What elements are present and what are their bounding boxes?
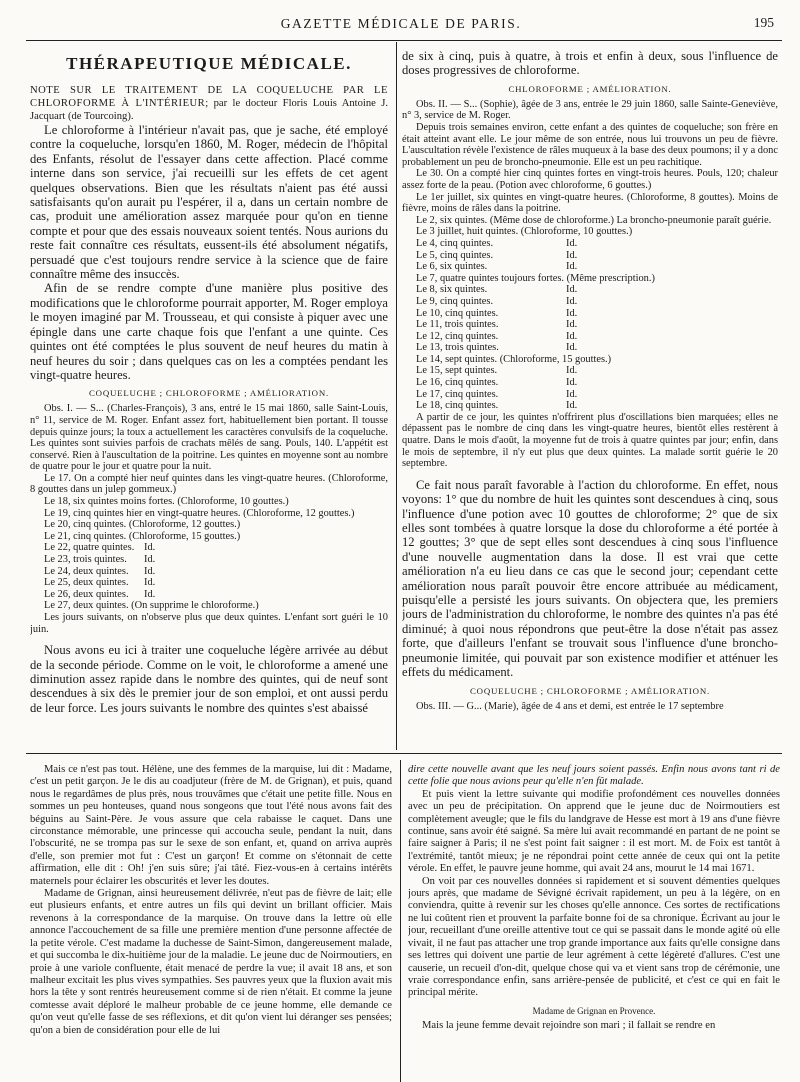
row-dose: Id.: [144, 542, 156, 554]
row-entry: Le 6, six quintes.: [416, 261, 488, 273]
row-entry: Le 4, cinq quintes.: [416, 237, 494, 249]
observation-line: Le 14, sept quintes. (Chloroforme, 15 gouttes.): [416, 353, 612, 365]
observation-row: [402, 296, 778, 308]
observation-line: Le 7, quatre quintes toujours fortes. (Même prescription.): [416, 272, 655, 284]
observation-line: Le 2, six quintes. (Même dose de chloroforme.) La broncho-pneumonie paraît guérie.: [416, 214, 772, 226]
subheading: Madame de Grignan en Provence.: [532, 1005, 656, 1016]
article-title: [30, 84, 388, 123]
row-entry: Le 22, quatre quintes.: [44, 542, 135, 554]
observation-row: [30, 577, 388, 589]
row-dose: Id.: [144, 565, 156, 577]
row-dose: Id.: [566, 284, 578, 296]
paragraph: de six à cinq, puis à quatre, à trois et enfin à deux, sous l'influence de doses progressives de chloroforme.: [402, 49, 778, 78]
row-dose: Id.: [566, 342, 578, 354]
row-entry: Le 17, cinq quintes.: [416, 388, 499, 400]
row-entry: Le 24, deux quintes.: [44, 565, 129, 577]
row-entry: Le 16, cinq quintes.: [416, 377, 499, 389]
observation-row: [402, 365, 778, 377]
journal-title: GAZETTE MÉDICALE DE PARIS.: [280, 16, 522, 31]
row-dose: Id.: [566, 365, 578, 377]
observation-row: [30, 542, 388, 554]
column-divider-bottom: [400, 760, 401, 1082]
observation-line: Depuis trois semaines environ, cette enfant a des quintes de coqueluche; son frère en était atteint avant elle. Le jour même de son entrée, nous lui trouvons un peu de fièvre. L'auscultation révèle l'existence de râles muqueux à la base des deux poumons; il y a donc probablement un peu de broncho-pneumonie. Elle est un peu rachitique.: [402, 122, 778, 168]
row-entry: Le 15, sept quintes.: [416, 365, 498, 377]
observation-row: [30, 589, 388, 601]
row-dose: Id.: [566, 237, 578, 249]
observation-row: [402, 331, 778, 343]
observation: Obs. II. — S... (Sophie), âgée de 3 ans, entrée le 29 juin 1860, salle Sainte-Geneviève, n° 3, service de M. Roger.: [402, 98, 778, 122]
row-dose: Id.: [566, 400, 578, 412]
observation-row: [402, 250, 778, 262]
paragraph: Mais ce n'est pas tout. Hélène, une des femmes de la marquise, lui dit : Madame, c'est un petit garçon. Je le dis au coadjuteur (frère de M. de Grignan), et puis, quand nous le regardâmes de plus près, nous trouvâmes que c'était une petite fille. Nous en sommes un peu honteuses, quand nous songeons que tout l'été nous avons fait des béguins au Saint-Père. Je vous assure que cela rabaisse le caquet. Dans une circonstance mémorable, une princesse qui accoucha seule, pendant la nuit, dans l'obscurité, ne se trompa pas sur le sexe de son enfant, et, quand on arriva auprès d'elle, son premier mot fut : C'est un garçon! Et comme on s'étonnait de cette affirmation, elle dit : Oh! j'en suis sûre; j'ai tâté. Fiez-vous-en à certains intérêts maternels pour éclairer les obscurités et lever les doutes.: [30, 764, 392, 887]
row-entry: Le 13, trois quintes.: [416, 342, 499, 354]
paragraph: Le chloroforme à l'intérieur n'avait pas, que je sache, été employé contre la coqueluche, lorsqu'en 1860, M. Roger, médecin de l'hôpital des Enfants, résolut de l'essayer dans cette affection. Placé comme interne dans son service, j'ai recueilli sur les effets de cet agent quelques observations. Bien que les résultats n'aient pas été aussi satisfaisants qu'on aurait pu l'espérer, il a, dans un certain nombre de cas, produit une amélioration assez marquée pour qu'on en tienne compte et pour que des essais nouveaux soient tentés. Nous aurions du reste fait connaître ces résultats, eussent-ils été absolument négatifs, persuadé que c'est toujours rendre service à la science que de faire connaître même des insuccès.: [30, 123, 388, 282]
paragraph: Mais la jeune femme devait rejoindre son mari ; il fallait se rendre en: [422, 1019, 716, 1031]
observation-row: [402, 377, 778, 389]
observation-row: [402, 261, 778, 273]
observation-row: [402, 238, 778, 250]
observation-line: Le 20, cinq quintes. (Chloroforme, 12 gouttes.): [44, 519, 241, 531]
row-dose: Id.: [144, 554, 156, 566]
row-entry: Le 26, deux quintes.: [44, 588, 129, 600]
observation-line: Le 3 juillet, huit quintes. (Chloroforme, 10 gouttes.): [416, 226, 633, 238]
row-entry: Le 23, trois quintes.: [44, 554, 127, 566]
column-divider-top: [396, 42, 397, 750]
observation-line: Le 18, six quintes moins fortes. (Chloroforme, 10 gouttes.): [44, 496, 289, 508]
row-entry: Le 10, cinq quintes.: [416, 307, 499, 319]
observation-line: Le 30. On a compté hier cinq quintes fortes en vingt-trois heures. Pouls, 120; chaleur assez forte de la peau. (Potion avec chloroforme, 6 gouttes.): [402, 168, 778, 191]
feuilleton-right: [408, 764, 780, 1080]
observation-row: [30, 554, 388, 566]
paragraph: Afin de se rendre compte d'une manière plus positive des modifications que le chloroforme pourrait apporter, M. Roger employa le moyen imaginé par M. Trousseau, et qui consiste à piquer avec une épingle dans une carte chaque fois que l'enfant a une quinte. Ces quintes ont été comptées le plus souvent de neuf heures du matin à neuf heures du soir ; dans quelques cas on les a comptées pendant les vingt-quatre heures.: [30, 281, 388, 382]
article-title-note: NOTE SUR LE TRAITEMENT DE LA COQUELUCHE PAR LE CHLOROFORME À L'INTÉRIEUR: [30, 85, 388, 109]
row-dose: Id.: [566, 249, 578, 261]
header-rule: [26, 40, 782, 41]
row-entry: Le 9, cinq quintes.: [416, 295, 494, 307]
row-dose: Id.: [566, 261, 578, 273]
observation-row: [402, 389, 778, 401]
row-entry: Le 8, six quintes.: [416, 284, 488, 296]
page-number: 195: [753, 15, 774, 30]
row-dose: Id.: [566, 388, 578, 400]
observation-row: [402, 284, 778, 296]
observation-row: [402, 342, 778, 354]
subheading: CHLOROFORME ; AMÉLIORATION.: [508, 83, 672, 94]
observation-line: A partir de ce jour, les quintes n'offrirent plus d'oscillations bien marquées; elles ne dépassent pas le nombre de cinq dans les vingt-quatre heures, bientôt elles restèrent à quatre. Dans le mois d'août, la moyenne fut de trois à quatre quintes par jour; enfin, dans le mois de septembre, il n'y eut plus que deux quintes. La malade sortit guérie le 20 septembre.: [402, 411, 778, 470]
row-dose: Id.: [566, 377, 578, 389]
observation: Obs. III. — G... (Marie), âgée de 4 ans et demi, est entrée le 17 septembre: [416, 700, 724, 712]
paragraph: Et puis vient la lettre suivante qui modifie profondément ces nouvelles données avec un peu de précipitation. On apprend que le jeune duc de Noirmoutiers est complètement aveugle; que le fils du landgrave de Hesse est mort à 19 ans d'une fièvre continue, sans avoir été saigné. Sa mère lui avait recommandé en partant de ne point se faire saigner à Paris; il ne s'est point fait saigner : il est mort. M. de Foix est tantôt à l'extrémité, tantôt mieux; je ne répondrai point cette année de ceux qui ont la petite vérole. En effet, le pauvre jeune homme, qui avait 24 ans, mourut le 14 mai 1671.: [408, 788, 780, 875]
feuilleton-left: [30, 764, 392, 1080]
observation-line: Le 1er juillet, six quintes en vingt-quatre heures. (Chloroforme, 8 gouttes). Moins de fièvre, moins de râles dans la poitrine.: [402, 191, 778, 215]
row-entry: Le 5, cinq quintes.: [416, 249, 494, 261]
paragraph: Nous avons eu ici à traiter une coqueluche légère arrivée au début de la seconde période. Comme on le voit, le chloroforme a amené une diminution assez rapide dans le nombre des quintes, qui de neuf sont descendues à six dès le premier jour de son emploi, et ont aussi perdu de leur force. Les jours suivants le nombre des quintes s'est abaissé: [30, 643, 388, 715]
paragraph: On voit par ces nouvelles données si rapidement et si souvent démenties quelques jours après, que madame de Sévigné écrivait rapidement, un peu à la légère, on en conviendra, quitte à revenir sur les choses qu'elle annonce. Ces sortes de rectifications ne lui coûtent rien et prouvent la parfaite bonne foi de sa chronique. Écrivant au jour le jour, recueillant d'une oreille attentive tout ce qui se passait dans le monde agité où elle vivait, il ne faut pas attacher une trop grande importance aux faits qu'elle consigne dans ses lettres qui doivent une partie de leur agrément à cette légèreté d'allures. C'est une causerie, un recueil d'on-dit, quelque chose qui va et vient sans trop de cérémonie, une vraie correspondance enfin, sans arrière-pensée de publicité, et c'est ce qui en fait le principal mérite.: [408, 875, 780, 999]
page-header: [26, 12, 776, 38]
row-entry: Le 25, deux quintes.: [44, 577, 129, 589]
row-entry: Le 12, cinq quintes.: [416, 330, 499, 342]
observation-line: Le 17. On a compté hier neuf quintes dans les vingt-quatre heures. (Chloroforme, 8 gouttes dans un julep gommeux.): [30, 472, 388, 496]
left-column: [30, 50, 388, 750]
article-author: ; par le docteur Floris Louis Antoine J. Jacquart (de Tourcoing).: [30, 98, 388, 122]
observation-lines: [402, 226, 778, 412]
observation-line: Les jours suivants, on n'observe plus que deux quintes. L'enfant sort guéri le 10 juin.: [30, 612, 388, 635]
observation-row: [402, 308, 778, 320]
row-entry: Le 11, trois quintes.: [416, 319, 499, 331]
subheading: COQUELUCHE ; CHLOROFORME ; AMÉLIORATION.: [89, 388, 329, 399]
row-dose: Id.: [566, 307, 578, 319]
paragraph: dire cette nouvelle avant que les neuf jours soient passés. Enfin nous avons tant ri de cette folie que nous avions peur qu'elle n'en fût malade.: [408, 764, 780, 788]
observation-line: Le 19, cinq quintes hier en vingt-quatre heures. (Chloroforme, 12 gouttes.): [44, 507, 355, 519]
row-dose: Id.: [144, 588, 156, 600]
row-dose: Id.: [144, 577, 156, 589]
observation-line: Le 27, deux quintes. (On supprime le chloroforme.): [44, 600, 259, 612]
right-column: [402, 49, 778, 751]
article-separator-rule: [26, 753, 782, 754]
row-dose: Id.: [566, 330, 578, 342]
observation-row: [402, 400, 778, 412]
paragraph: Madame de Grignan, ainsi heureusement délivrée, n'eut pas de fièvre de lait; elle eut plusieurs enfants, et entre autres un fils qui devint un brillant officier. Mais revenons à la correspondance de la marquise. On trouve dans la lettre où elle annonce l'accouchement de sa fille une première mention d'une personne affectée de la petite vérole. C'est madame la duchesse de Saint-Simon, dangereusement malade, et qui succomba le dix-huitième jour de la maladie. Le jeune duc de Noirmoutiers, en proie à une variole confluente, était menacé de perdre la vue; il avait 18 ans, et son malheur excitait les plus vives sympathies. Ses pauvres yeux que la fluxion avait mis hors la tête y sont rentrés heureusement comme si de rien n'était. Et comme la jeune comtesse avait déploré le malheur probable de ce jeune homme, elle demande ce qu'on veut qu'elle fasse de ses réflexions, et dit qu'on vient lui déranger ses pensées; qu'on a bien de considération pour elle de lui: [30, 888, 392, 1036]
row-dose: Id.: [566, 295, 578, 307]
observation-row: [402, 319, 778, 331]
observation-row: [30, 566, 388, 578]
observation: Obs. I. — S... (Charles-François), 3 ans, entré le 15 mai 1860, salle Saint-Louis, n° 11, service de M. Roger. Enfant assez fort, habituellement bien portant. Il tousse depuis quinze jours; la toux a actuellement les caractères convulsifs de la coqueluche. Les quintes sont suivies parfois de crachats mêlés de sang. Pouls, 140. L'appétit est conservé. Rien à l'auscultation de la poitrine. Les quintes en moyenne sont au nombre de quatre pour le jour et quatre pour la nuit.: [30, 403, 388, 473]
row-dose: Id.: [566, 319, 578, 331]
subheading: COQUELUCHE ; CHLOROFORME ; AMÉLIORATION.: [470, 685, 710, 696]
paragraph: Ce fait nous paraît favorable à l'action du chloroforme. En effet, nous voyons: 1° que du nombre de huit les quintes sont descendues à cinq, sous l'influence d'une potion avec 10 gouttes de chloroforme; 2° que de six elles sont tombées à quatre lorsque la dose du chloroforme a été portée à 12 gouttes; 3° que de sept elles sont descendues à cinq sous l'influence d'une nouvelle augmentation dans la dose. Il est vrai que cette amélioration n'a eu lieu dans ce cas que le second jour; cependant cette amélioration nous paraît pouvoir être encore attribuée au médicament, puisqu'elle a persisté les jours suivants. On objectera que, les premiers jours de l'administration du chloroforme, le nombre des quintes n'a pas été diminué; à quoi nous répondrons que peut-être la dose n'était pas assez forte, que d'ailleurs l'enfant se trouvait sous l'influence d'une broncho-pneumonie limitée, qui pouvait par son existence modifier et atténuer les effets du médicament.: [402, 477, 778, 680]
section-heading: THÉRAPEUTIQUE MÉDICALE.: [66, 54, 352, 73]
observation-line: Le 21, cinq quintes. (Chloroforme, 15 gouttes.): [44, 530, 241, 542]
row-entry: Le 18, cinq quintes.: [416, 400, 499, 412]
observation-lines: [30, 496, 388, 612]
